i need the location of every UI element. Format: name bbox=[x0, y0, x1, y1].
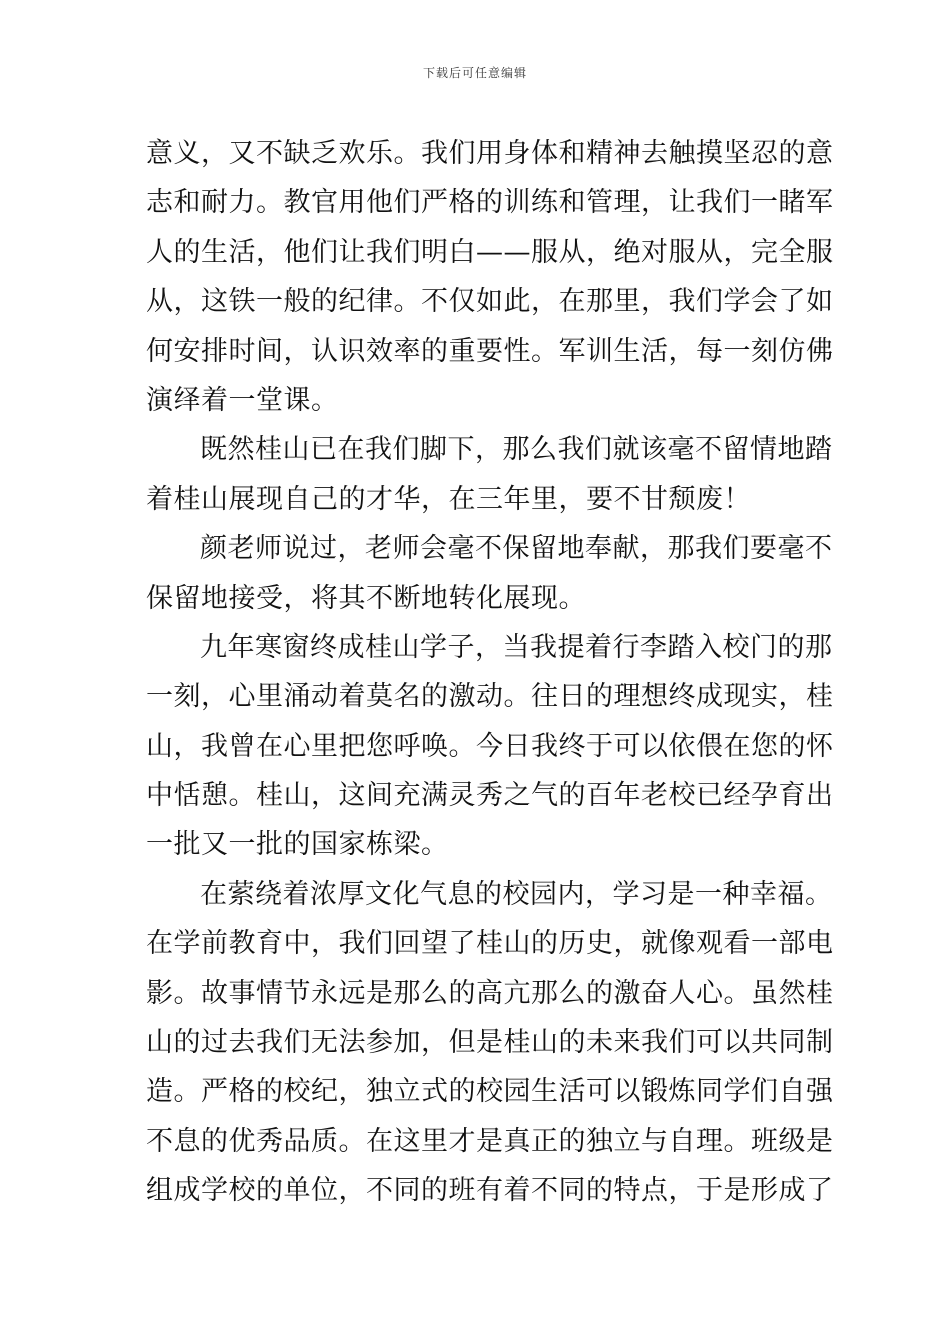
text-line: 中恬憩。桂山，这间充满灵秀之气的百年老校已经孕育出 bbox=[146, 780, 834, 812]
text-line: 山，我曾在心里把您呼唤。今日我终于可以依偎在您的怀 bbox=[146, 730, 834, 762]
text-line: 一刻，心里涌动着莫名的激动。往日的理想终成现实，桂 bbox=[146, 681, 834, 713]
text-line: 山的过去我们无法参加，但是桂山的未来我们可以共同制 bbox=[146, 1027, 834, 1059]
header-note: 下载后可任意编辑 bbox=[422, 66, 527, 80]
text-line: 何安排时间，认识效率的重要性。军训生活，每一刻仿佛 bbox=[146, 335, 834, 367]
paragraph-start-line: 既然桂山已在我们脚下，那么我们就该毫不留情地踏 bbox=[200, 434, 833, 466]
text-line: 造。严格的校纪，独立式的校园生活可以锻炼同学们自强 bbox=[146, 1076, 834, 1108]
text-line: 人的生活，他们让我们明白——服从，绝对服从，完全服 bbox=[146, 236, 834, 268]
text-line: 演绎着一堂课。 bbox=[146, 384, 339, 416]
text-line: 志和耐力。教官用他们严格的训练和管理，让我们一睹军 bbox=[146, 187, 834, 219]
text-line: 保留地接受，将其不断地转化展现。 bbox=[146, 582, 586, 614]
text-line: 影。故事情节永远是那么的高亢那么的激奋人心。虽然桂 bbox=[146, 977, 834, 1009]
text-line: 一批又一批的国家栋梁。 bbox=[146, 829, 449, 861]
paragraph-start-line: 九年寒窗终成桂山学子，当我提着行李踏入校门的那 bbox=[200, 631, 833, 663]
text-line: 从，这铁一般的纪律。不仅如此，在那里，我们学会了如 bbox=[146, 286, 834, 318]
body-text bbox=[146, 129, 834, 1216]
paragraph-start-line: 颜老师说过，老师会毫不保留地奉献，那我们要毫不 bbox=[200, 533, 833, 565]
text-line: 意义，又不缺乏欢乐。我们用身体和精神去触摸坚忍的意 bbox=[146, 138, 834, 169]
text-line: 在学前教育中，我们回望了桂山的历史，就像观看一部电 bbox=[146, 928, 834, 960]
text-line: 组成学校的单位，不同的班有着不同的特点，于是形成了 bbox=[146, 1175, 834, 1207]
text-line: 不息的优秀品质。在这里才是真正的独立与自理。班级是 bbox=[146, 1125, 834, 1157]
text-line: 着桂山展现自己的才华，在三年里，要不甘颓废！ bbox=[146, 483, 751, 515]
paragraph-start-line: 在萦绕着浓厚文化气息的校园内，学习是一种幸福。 bbox=[200, 878, 833, 910]
